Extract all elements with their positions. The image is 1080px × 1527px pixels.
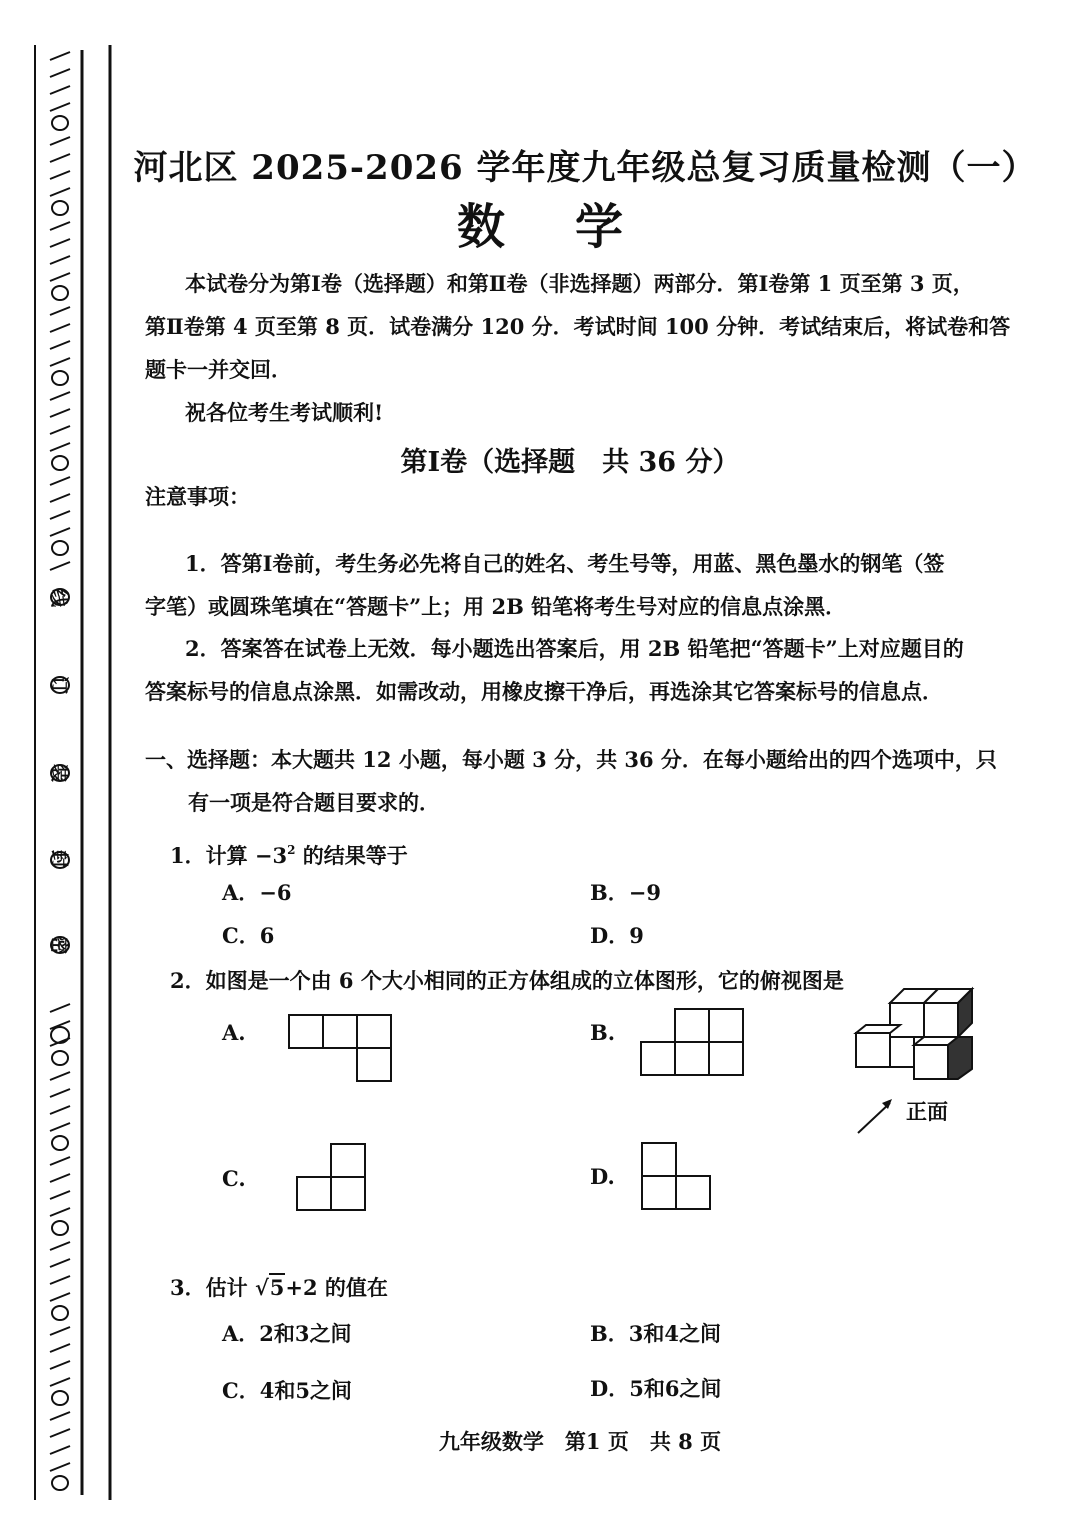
binding-slash-mark <box>50 1327 70 1335</box>
binding-circle-mark <box>52 371 68 385</box>
binding-slash-mark <box>50 69 70 77</box>
binding-slash-mark <box>50 103 70 111</box>
binding-char-line: 线 <box>48 589 69 607</box>
binding-slash-mark <box>50 52 70 60</box>
q3-option-a: A．2和3之间 <box>222 1321 352 1346</box>
binding-slash-mark <box>50 511 70 519</box>
binding-slash-mark <box>50 426 70 434</box>
binding-circle-mark <box>52 116 68 130</box>
question-2-stem: 2．如图是一个由 6 个大小相同的正方体组成的立体图形，它的俯视图是 <box>170 968 844 993</box>
q2-option-d-label: D. <box>590 1164 615 1189</box>
q1-exponent: 2 <box>287 843 296 857</box>
sqrt-symbol: √ <box>254 1275 269 1300</box>
q2-option-b-figure <box>640 1008 744 1078</box>
exam-title: 河北区 2025-2026 学年度九年级总复习质量检测（一） <box>133 148 1037 188</box>
binding-circle-mark <box>52 1306 68 1320</box>
binding-slash-mark <box>50 494 70 502</box>
binding-margin <box>30 45 120 1500</box>
q1-option-a: A．−6 <box>222 880 292 905</box>
binding-circle-mark <box>52 1221 68 1235</box>
q3-option-c: C．4和5之间 <box>222 1378 352 1403</box>
q2-option-d-figure <box>641 1142 713 1212</box>
q3-stem-suffix: +2 的值在 <box>285 1275 388 1300</box>
notice-heading: 注意事项： <box>145 484 250 509</box>
binding-slash-mark <box>50 1378 70 1386</box>
q2-option-a-figure <box>288 1014 393 1084</box>
binding-lines <box>30 45 120 1500</box>
binding-slash-mark <box>50 1106 70 1114</box>
binding-slash-mark <box>50 1072 70 1080</box>
section-title: 第Ⅰ卷（选择题 共 36 分） <box>400 447 740 478</box>
binding-slash-mark <box>50 392 70 400</box>
binding-circle-mark <box>52 541 68 555</box>
notice-1-line-1: 1．答第Ⅰ卷前，考生务必先将自己的姓名、考生号等，用蓝、黑色墨水的钢笔（签 <box>185 551 945 576</box>
q3-stem-prefix: 3．估计 <box>170 1275 255 1300</box>
q3-radicand: 5 <box>269 1275 285 1300</box>
binding-slash-mark <box>50 307 70 315</box>
binding-char-bind: 装 <box>48 764 69 782</box>
part1-heading-line-1: 一、选择题：本大题共 12 小题，每小题 3 分，共 36 分．在每小题给出的四个选项中，只 <box>145 747 997 772</box>
binding-slash-mark <box>50 1089 70 1097</box>
intro-line-1: 本试卷分为第Ⅰ卷（选择题）和第Ⅱ卷（非选择题）两部分．第Ⅰ卷第 1 页至第 3 页， <box>185 271 974 296</box>
binding-slash-mark <box>50 1174 70 1182</box>
q1-stem-prefix: 1．计算 −3 <box>170 843 288 868</box>
q1-option-b: B．−9 <box>590 880 661 905</box>
question-3-stem <box>170 1272 388 1302</box>
page-footer: 九年级数学 第1 页 共 8 页 <box>438 1429 722 1454</box>
binding-slash-mark <box>50 562 70 570</box>
binding-slash-mark <box>50 1208 70 1216</box>
wish-text: 祝各位考生考试顺利! <box>185 400 384 425</box>
front-view-label: 正面 <box>906 1099 948 1124</box>
notice-1-line-2: 字笔）或圆珠笔填在“答题卡”上；用 2B 铅笔将考生号对应的信息点涂黑． <box>145 594 847 619</box>
binding-slash-mark <box>50 1412 70 1420</box>
binding-char-secret: 密 <box>48 936 69 954</box>
binding-slash-mark <box>50 324 70 332</box>
q1-option-c: C．6 <box>222 923 275 948</box>
binding-slash-mark <box>50 1276 70 1284</box>
binding-slash-mark <box>50 1242 70 1250</box>
part1-heading-line-2: 有一项是符合题目要求的． <box>188 790 440 815</box>
binding-slash-mark <box>50 409 70 417</box>
binding-slash-mark <box>50 1123 70 1131</box>
binding-char-seal: 封 <box>48 850 69 868</box>
binding-slash-mark <box>50 528 70 536</box>
binding-slash-mark <box>50 1361 70 1369</box>
q2-option-c-figure <box>296 1143 368 1213</box>
binding-slash-mark <box>50 86 70 94</box>
binding-circle-mark <box>51 1027 69 1043</box>
binding-circle-mark <box>52 1391 68 1405</box>
q1-option-d: D．9 <box>590 923 644 948</box>
binding-slash-mark <box>50 341 70 349</box>
binding-slash-mark <box>50 1191 70 1199</box>
binding-slash-mark <box>50 1344 70 1352</box>
q3-option-b: B．3和4之间 <box>590 1321 721 1346</box>
notice-2-line-1: 2．答案答在试卷上无效．每小题选出答案后，用 2B 铅笔把“答题卡”上对应题目的 <box>185 636 964 661</box>
q2-option-a-label: A. <box>222 1020 246 1045</box>
binding-slash-mark <box>50 1259 70 1267</box>
binding-slash-mark <box>50 1157 70 1165</box>
binding-circle-mark <box>52 1136 68 1150</box>
binding-slash-mark <box>50 1293 70 1301</box>
binding-slash-mark <box>50 1463 70 1471</box>
q3-option-d: D．5和6之间 <box>590 1376 722 1401</box>
binding-slash-mark <box>50 358 70 366</box>
binding-slash-mark <box>50 256 70 264</box>
binding-slash-mark <box>50 1004 70 1012</box>
notice-2-line-2: 答案标号的信息点涂黑．如需改动，用橡皮擦干净后，再选涂其它答案标号的信息点． <box>145 679 943 704</box>
subject-title: 数学 <box>456 199 693 255</box>
question-1-stem <box>170 840 408 870</box>
q2-option-b-label: B. <box>590 1020 616 1045</box>
q1-stem-suffix: 的结果等于 <box>295 843 408 868</box>
binding-circle-mark <box>52 1051 68 1065</box>
binding-circle-mark <box>52 286 68 300</box>
intro-line-3: 题卡一并交回． <box>145 357 292 382</box>
q2-option-c-label: C. <box>222 1166 246 1191</box>
binding-slash-mark <box>50 273 70 281</box>
binding-circle-mark <box>52 1476 68 1490</box>
intro-line-2: 第Ⅱ卷第 4 页至第 8 页．试卷满分 120 分．考试时间 100 分钟．考试结束后，将试卷和答 <box>145 314 1011 339</box>
binding-char-order: 订 <box>48 676 69 694</box>
